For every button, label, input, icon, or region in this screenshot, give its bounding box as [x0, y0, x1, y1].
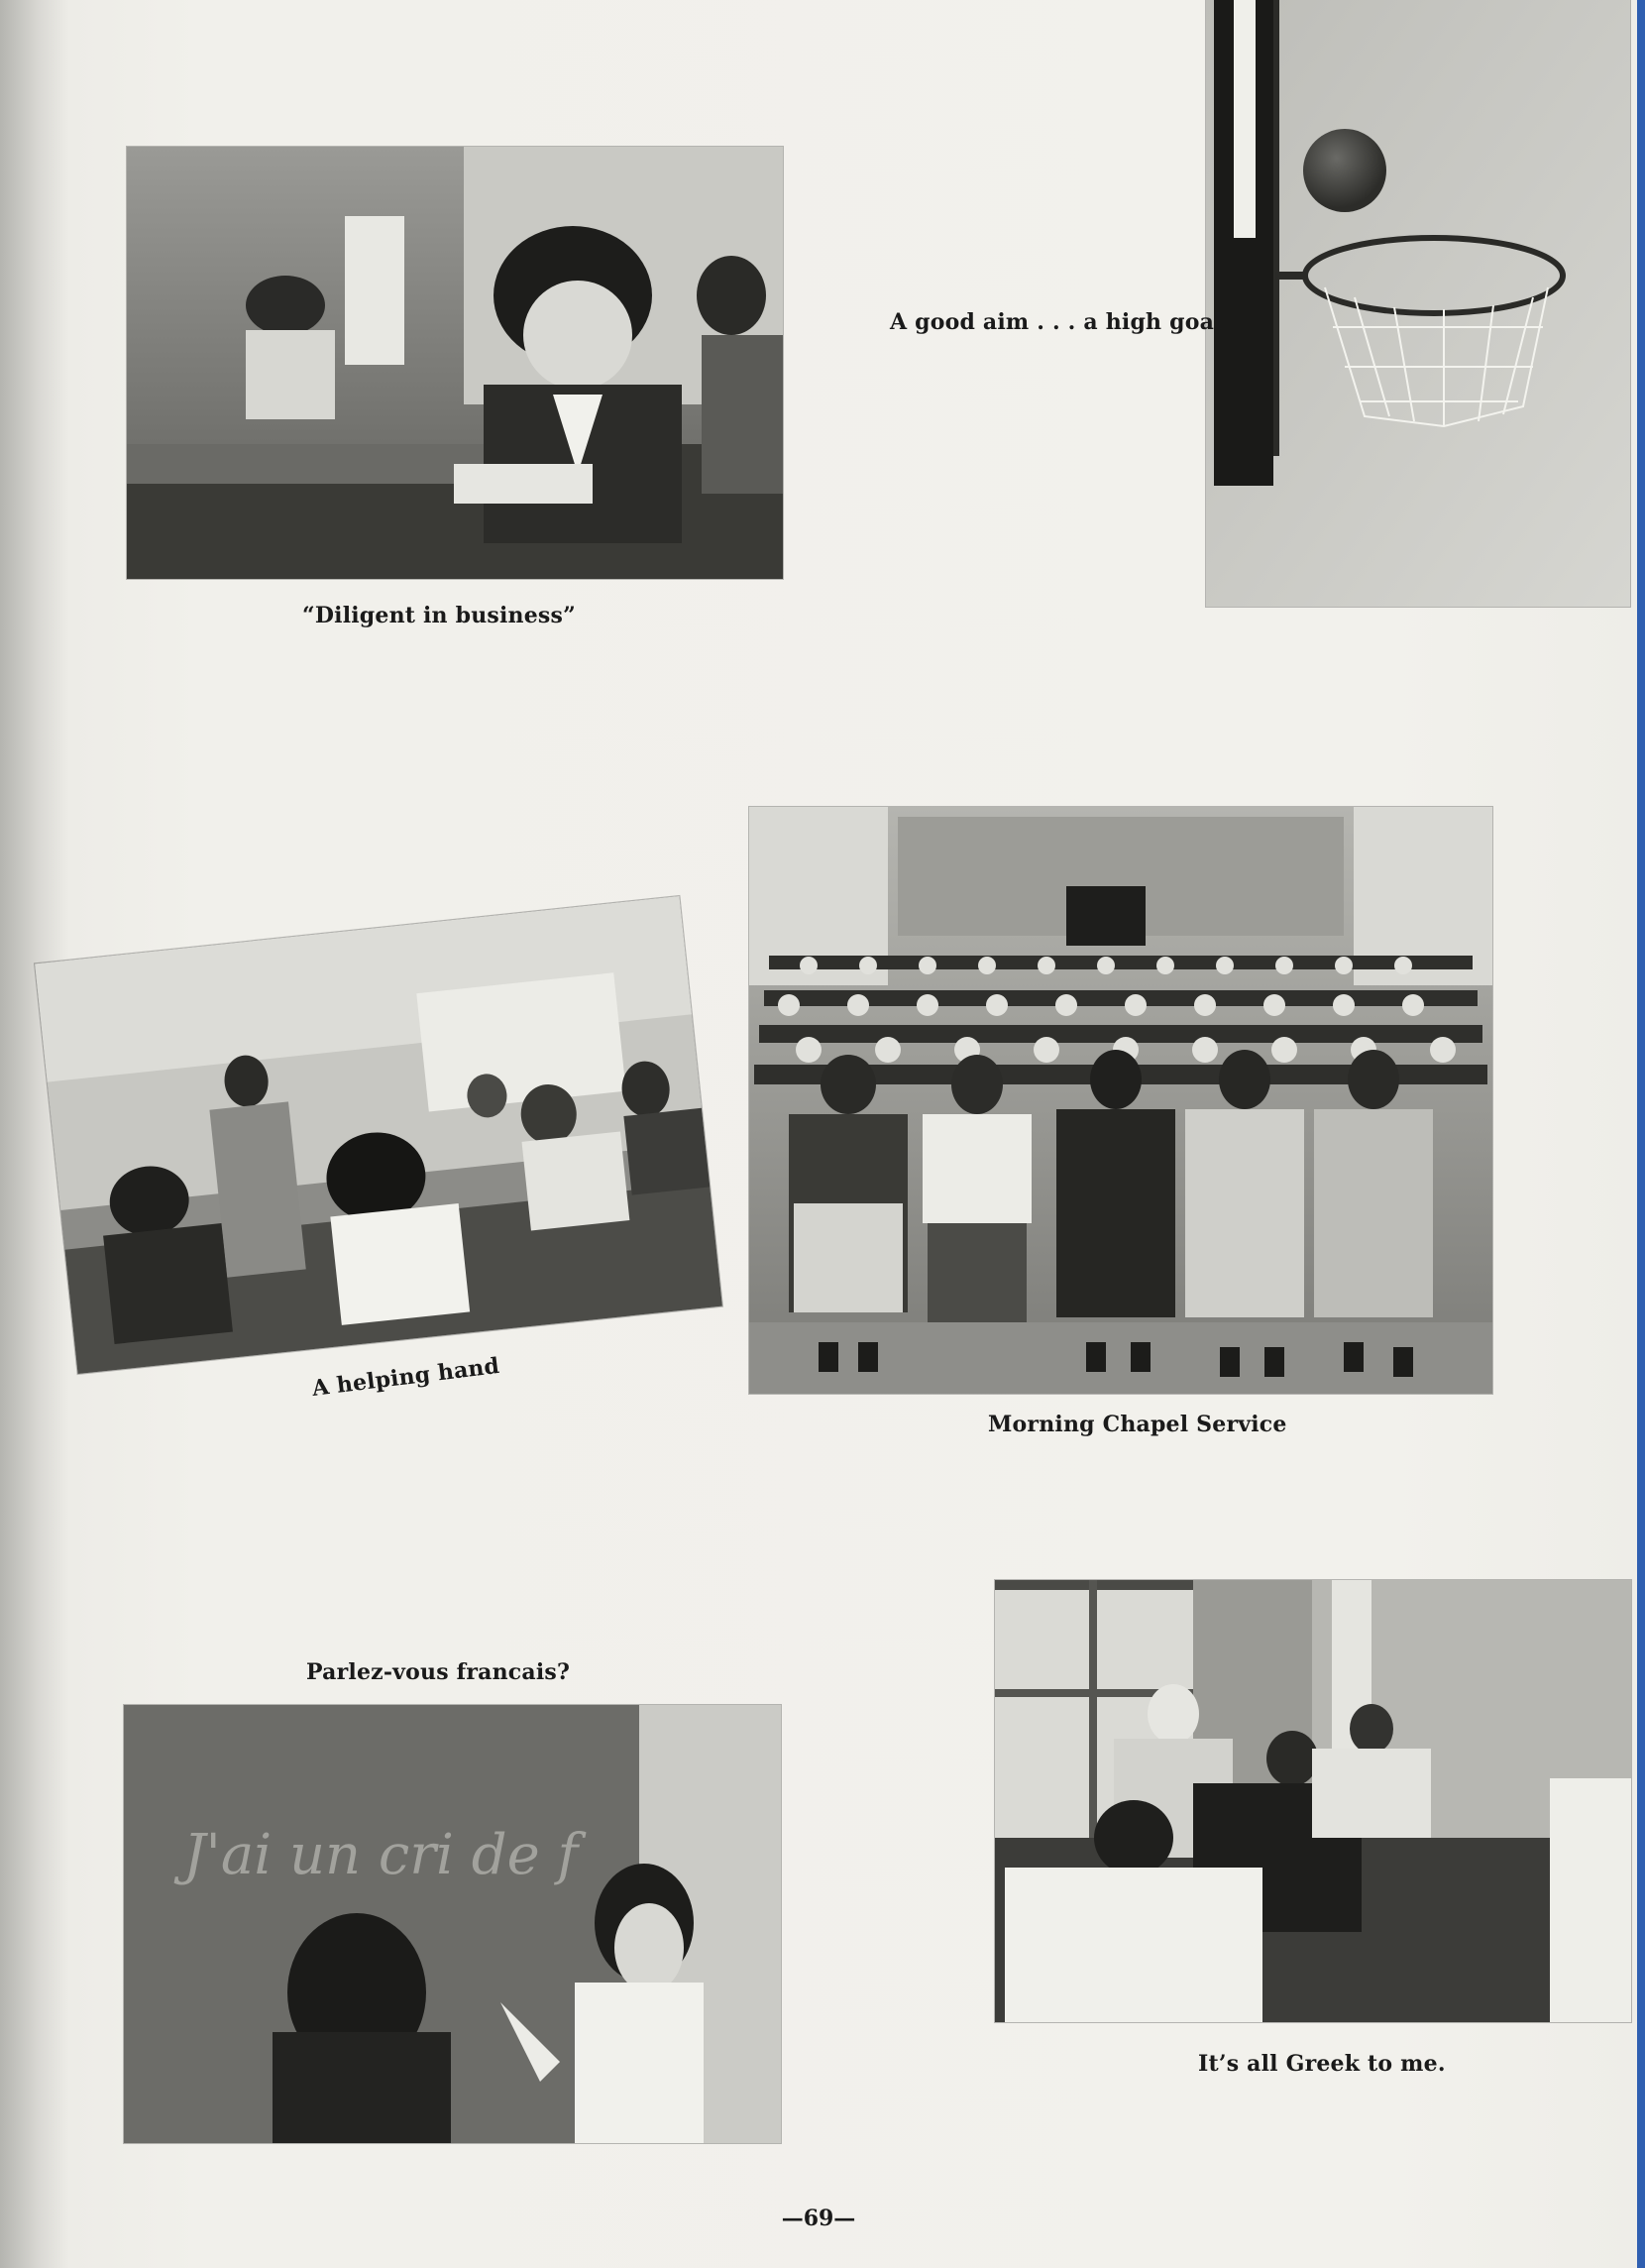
caption-morning-chapel-service: Morning Chapel Service [988, 1412, 1287, 1437]
photo-morning-chapel-service [749, 807, 1492, 1394]
page-number: —69— [781, 2206, 856, 2231]
photo-a-helping-hand [35, 896, 722, 1374]
caption-parlez-vous-francais: Parlez-vous francais? [306, 1659, 571, 1685]
photo-its-all-greek-to-me [995, 1580, 1631, 2022]
photo-parlez-vous-francais [124, 1705, 781, 2143]
caption-diligent-in-business: “Diligent in business” [302, 603, 576, 628]
svg-text:J'ai un cri de f: J'ai un cri de f [183, 1823, 579, 1887]
caption-its-all-greek-to-me: It’s all Greek to me. [1198, 2051, 1446, 2077]
caption-a-good-aim: A good aim . . . a high goal [890, 309, 1223, 335]
photo-basketball-hoop [1206, 0, 1630, 607]
photo-diligent-in-business [127, 147, 783, 579]
caption-a-helping-hand: A helping hand [310, 1352, 501, 1402]
